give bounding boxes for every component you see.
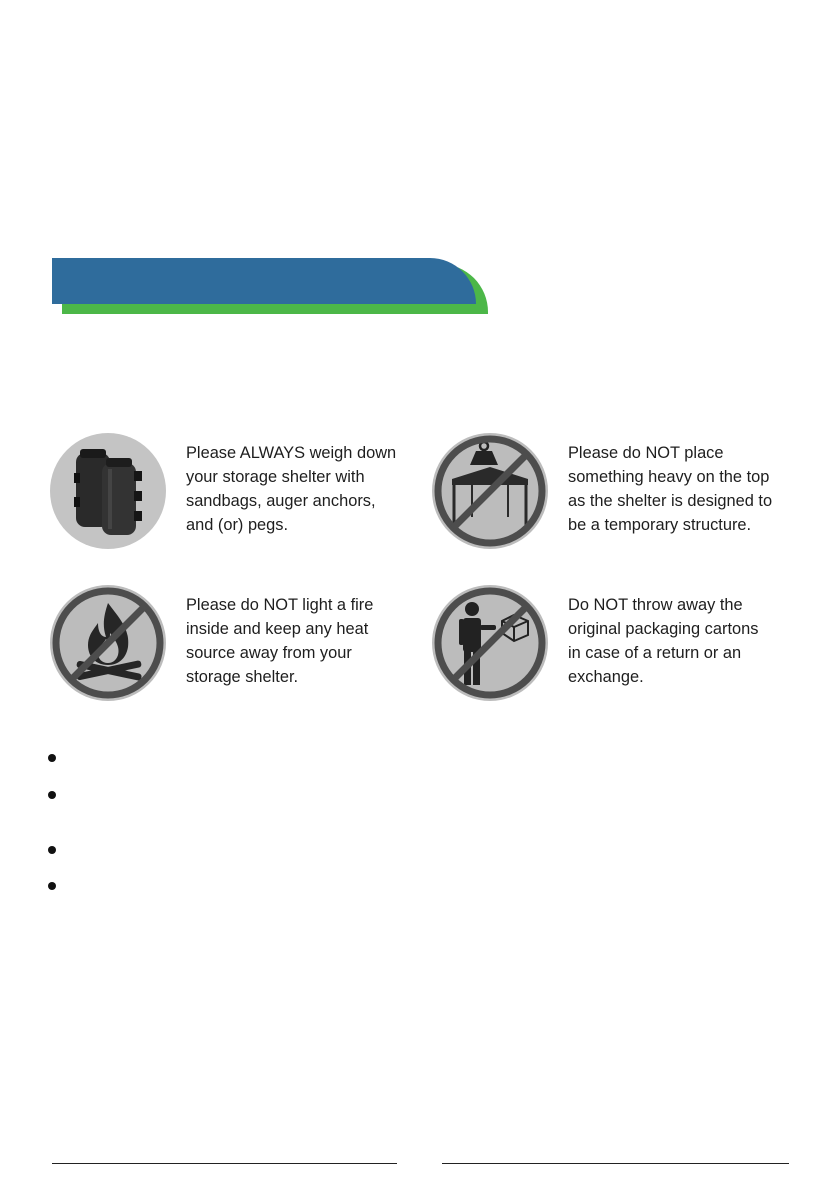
tip-line: inside and keep any heat — [186, 620, 369, 638]
bullet-point — [48, 846, 56, 854]
no-fire-icon — [50, 585, 166, 701]
tip-line: be a temporary structure. — [568, 516, 752, 534]
sandbag-icon — [50, 433, 166, 549]
section-banner — [52, 258, 490, 314]
tip-line: Please do NOT light a fire — [186, 596, 374, 614]
tip-text — [186, 593, 416, 689]
tip-line: something heavy on the top — [568, 468, 770, 486]
banner-blue-bar — [52, 258, 476, 304]
tip-line: sandbags, auger anchors, — [186, 492, 376, 510]
tip-line: and (or) pegs. — [186, 516, 289, 534]
no-weight-on-top-icon — [432, 433, 548, 549]
tip-text — [186, 441, 416, 537]
tip-line: source away from your — [186, 644, 352, 662]
tip-text — [568, 593, 798, 689]
tip-line: storage shelter. — [186, 668, 299, 686]
tip-line: Do NOT throw away the — [568, 596, 743, 614]
footer-line-right — [442, 1163, 789, 1164]
tip-line: original packaging cartons — [568, 620, 759, 638]
tip-line: your storage shelter with — [186, 468, 365, 486]
bullet-point — [48, 882, 56, 890]
footer-line-left — [52, 1163, 397, 1164]
bullet-point — [48, 754, 56, 762]
tip-line: as the shelter is designed to — [568, 492, 773, 510]
tip-line: in case of a return or an — [568, 644, 742, 662]
tip-line: Please ALWAYS weigh down — [186, 444, 397, 462]
keep-packaging-icon — [432, 585, 548, 701]
tip-line: Please do NOT place — [568, 444, 724, 462]
tip-line: exchange. — [568, 668, 644, 686]
tip-text — [568, 441, 798, 537]
bullet-point — [48, 791, 56, 799]
